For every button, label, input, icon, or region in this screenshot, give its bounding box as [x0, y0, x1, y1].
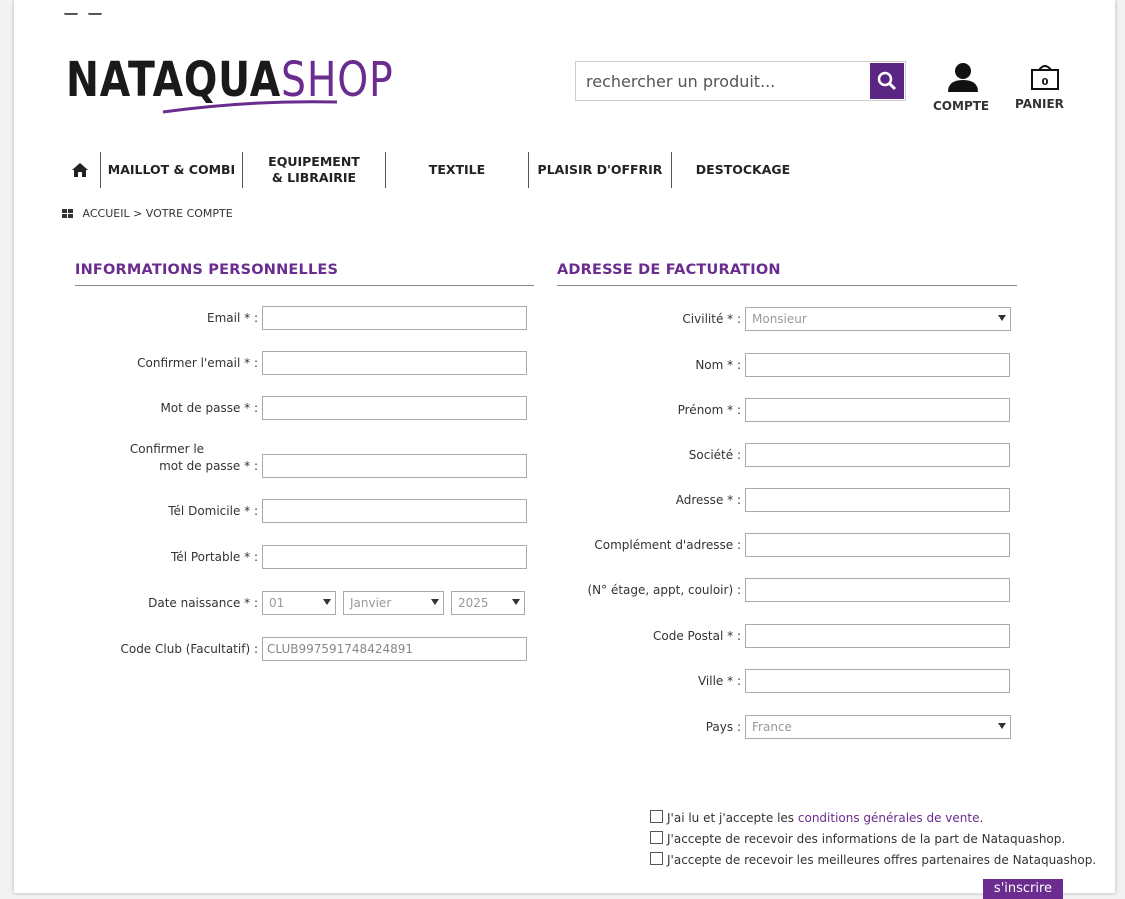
billing-divider — [557, 285, 1017, 286]
first-name-field[interactable] — [745, 398, 1010, 422]
nav-item-plaisir[interactable]: PLAISIR D'OFFRIR — [528, 152, 671, 188]
cgv-checkbox[interactable] — [650, 810, 663, 823]
civility-value: Monsieur — [752, 312, 807, 326]
password-confirm-field[interactable] — [262, 454, 527, 478]
company-field[interactable] — [745, 443, 1010, 467]
submit-button[interactable]: s'inscrire — [983, 879, 1063, 899]
account-label: COMPTE — [933, 99, 990, 113]
cgv-suffix: . — [979, 811, 984, 825]
cart-link[interactable] — [1015, 62, 1075, 111]
search-input[interactable] — [576, 62, 876, 100]
birth-day-value: 01 — [269, 596, 285, 610]
phone-mobile-label: Tél Portable * : — [171, 550, 258, 564]
address-label: Adresse * : — [675, 493, 741, 507]
password-field[interactable] — [262, 396, 527, 420]
chevron-down-icon — [431, 599, 439, 605]
partners-consent — [650, 852, 1096, 867]
last-name-field[interactable] — [745, 353, 1010, 377]
address-hint-field[interactable] — [745, 578, 1010, 602]
last-name-label: Nom * : — [695, 358, 741, 372]
first-name-label: Prénom * : — [677, 403, 741, 417]
breadcrumb-current: VOTRE COMPTE — [145, 207, 233, 220]
cart-icon — [1030, 62, 1060, 90]
email-label: Email * : — [207, 311, 258, 325]
nav-item-textile[interactable]: TEXTILE — [385, 152, 528, 188]
company-label: Société : — [688, 448, 741, 462]
main-nav — [60, 152, 814, 190]
grid-icon — [62, 209, 73, 218]
birthdate-label: Date naissance * : — [148, 596, 258, 610]
password-confirm-label-1: Confirmer le — [129, 442, 205, 456]
cgv-prefix: J'ai lu et j'accepte les — [667, 811, 798, 825]
cart-label: PANIER — [1015, 97, 1064, 111]
birth-month-value: Janvier — [350, 596, 392, 610]
password-confirm-label-2: mot de passe * : — [159, 459, 258, 473]
page — [14, 0, 1115, 896]
logo-main: NATAQUA — [66, 52, 282, 108]
partners-text: J'accepte de recevoir les meilleures offres partenaires de Nataquashop. — [667, 853, 1097, 867]
cgv-consent — [650, 810, 983, 825]
breadcrumb-home[interactable]: ACCUEIL — [82, 207, 130, 220]
search-button[interactable] — [870, 63, 904, 99]
email-confirm-label: Confirmer l'email * : — [137, 356, 258, 370]
newsletter-consent — [650, 831, 1065, 846]
birth-month-select[interactable] — [343, 591, 444, 615]
address-field[interactable] — [745, 488, 1010, 512]
phone-home-field[interactable] — [262, 499, 527, 523]
nav-home[interactable] — [60, 152, 100, 188]
newsletter-text: J'accepte de recevoir des informations de la part de Nataquashop. — [667, 832, 1066, 846]
civility-label: Civilité * : — [682, 312, 741, 326]
birth-year-select[interactable] — [451, 591, 525, 615]
address-hint-label: (N° étage, appt, couloir) : — [587, 583, 741, 597]
country-label: Pays : — [705, 720, 741, 734]
top-icon[interactable] — [88, 13, 102, 15]
nav-item-equipement-label: EQUIPEMENT & LIBRAIRIE — [268, 154, 360, 185]
postal-code-label: Code Postal * : — [652, 629, 741, 643]
logo[interactable] — [66, 52, 466, 108]
chevron-down-icon — [998, 315, 1006, 321]
club-code-field[interactable] — [262, 637, 527, 661]
search-box — [575, 61, 906, 101]
chevron-down-icon — [323, 599, 331, 605]
city-label: Ville * : — [697, 674, 741, 688]
birth-day-select[interactable] — [262, 591, 336, 615]
email-field[interactable] — [262, 306, 527, 330]
email-confirm-field[interactable] — [262, 351, 527, 375]
address-extra-label: Complément d'adresse : — [594, 538, 741, 552]
chevron-down-icon — [512, 599, 520, 605]
user-icon — [947, 62, 979, 92]
personal-divider — [75, 285, 534, 286]
phone-mobile-field[interactable] — [262, 545, 527, 569]
billing-title: ADRESSE DE FACTURATION — [557, 262, 781, 278]
breadcrumb-separator: > — [133, 207, 143, 220]
nav-item-maillot[interactable]: MAILLOT & COMBI — [100, 152, 242, 188]
country-select[interactable] — [745, 715, 1011, 739]
civility-select[interactable] — [745, 307, 1011, 331]
postal-code-field[interactable] — [745, 624, 1010, 648]
password-label: Mot de passe * : — [160, 401, 258, 415]
address-extra-field[interactable] — [745, 533, 1010, 557]
newsletter-checkbox[interactable] — [650, 831, 663, 844]
personal-info-title: INFORMATIONS PERSONNELLES — [75, 262, 339, 278]
home-icon — [72, 163, 88, 177]
cart-count: 0 — [1041, 77, 1049, 88]
nav-item-equipement[interactable] — [242, 152, 385, 188]
account-link[interactable] — [933, 62, 993, 113]
partners-checkbox[interactable] — [650, 852, 663, 865]
nav-item-destockage[interactable]: DESTOCKAGE — [671, 152, 814, 188]
club-code-label: Code Club (Facultatif) : — [120, 642, 258, 656]
country-value: France — [752, 720, 792, 734]
top-icon[interactable] — [64, 13, 78, 15]
birth-year-value: 2025 — [458, 596, 489, 610]
cgv-link[interactable]: conditions générales de vente — [797, 811, 980, 825]
chevron-down-icon — [998, 723, 1006, 729]
phone-home-label: Tél Domicile * : — [168, 504, 258, 518]
search-icon — [877, 71, 897, 91]
logo-accent: SHOP — [281, 52, 394, 108]
top-icons — [64, 0, 112, 19]
city-field[interactable] — [745, 669, 1010, 693]
breadcrumb — [62, 207, 233, 220]
logo-swoosh-icon — [161, 98, 341, 114]
